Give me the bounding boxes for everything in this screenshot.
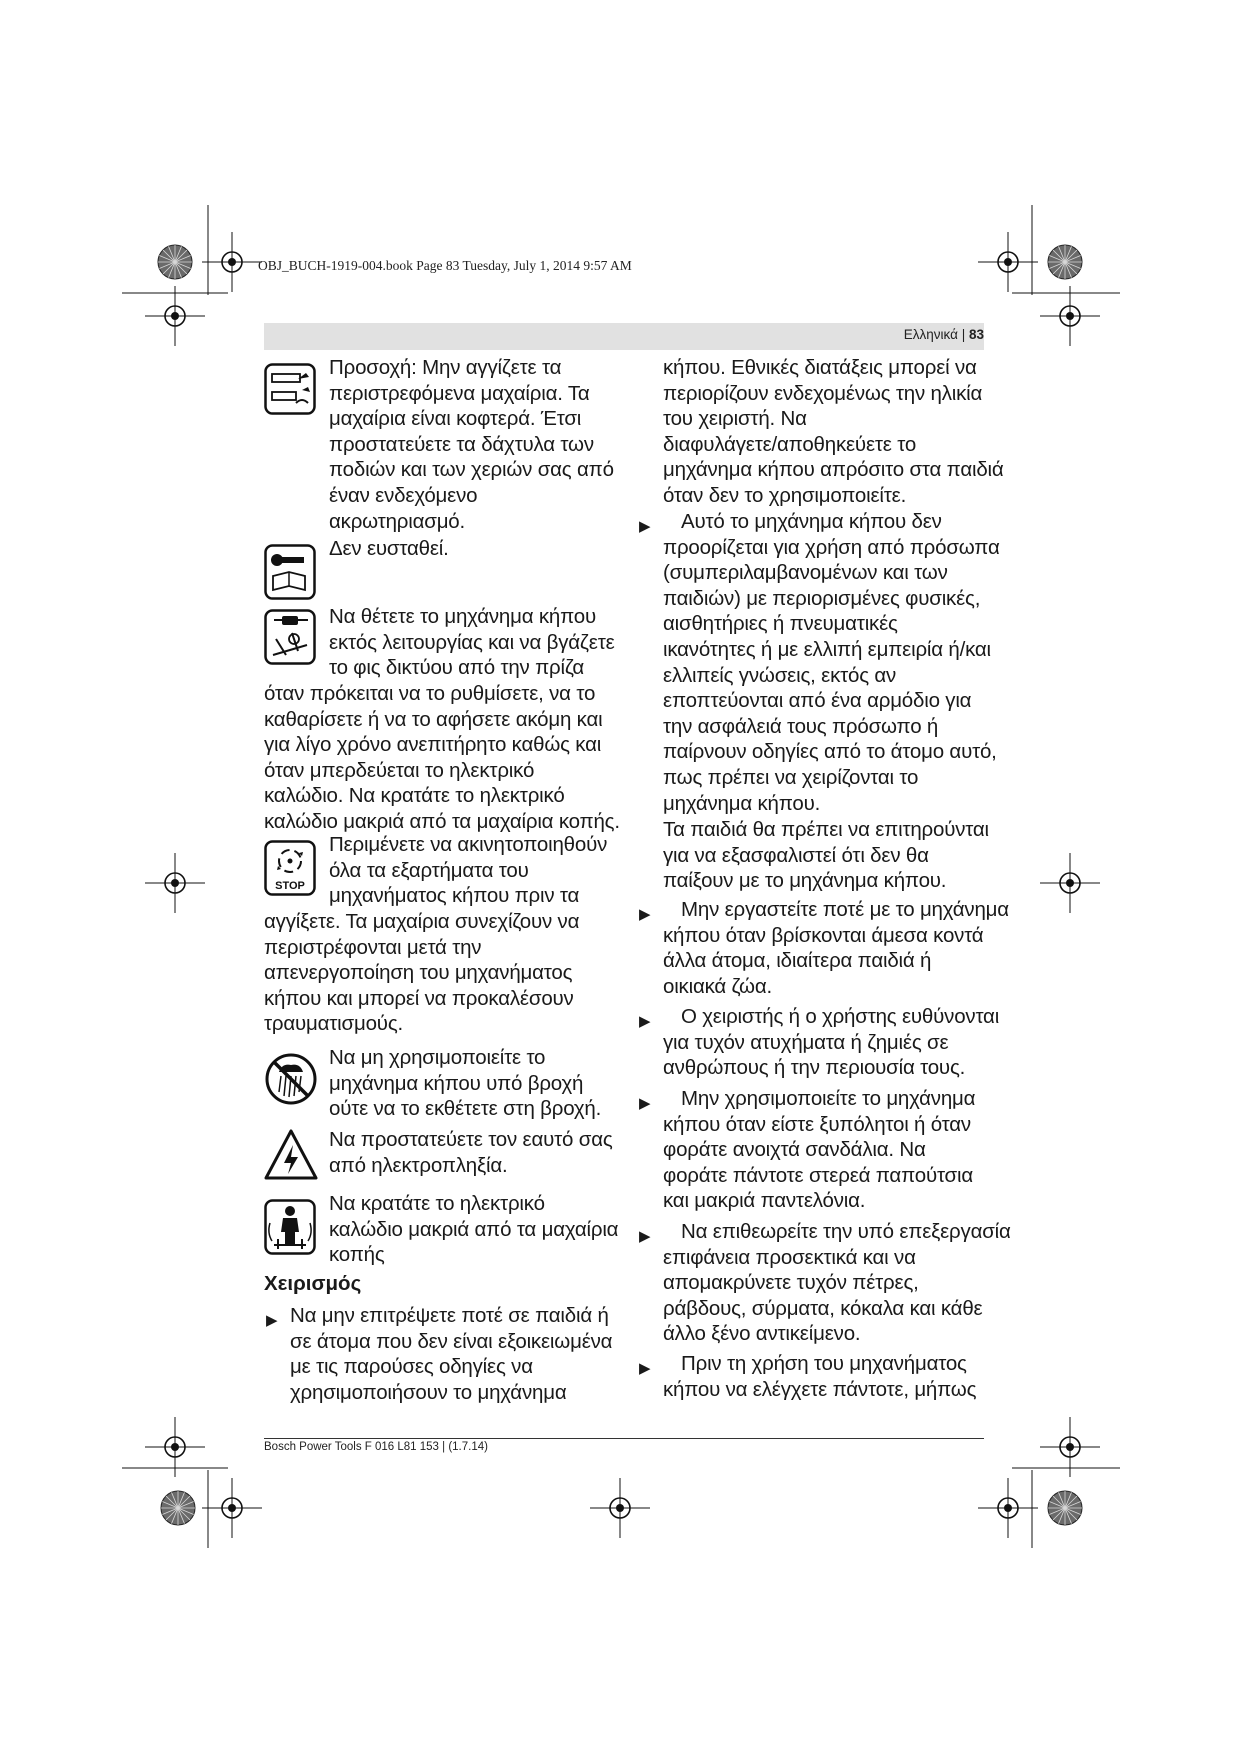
header-language: Ελληνικά [903,327,958,342]
bullet-icon: ▶ [639,1013,651,1030]
unplug-instruction-text: Να θέτετε το μηχάνημα κήπου εκτός λειτουργίας και να βγάζετε το φις δικτύου από την πρίζα [329,605,615,680]
unplug-instruction-continuation: όταν πρόκειται να το ρυθμίσετε, να το καθαρίσετε ή να το αφήσετε ακόμη και για λίγο χρόνο ανεπιτήρητο καθώς και όταν μπερδεύεται το ηλεκτρικό καλώδιο. Να κρατάτε το ηλεκτρικό καλώδιο μακριά από τα μαχαίρια κοπής. [264,682,620,833]
no-rain-icon [264,1052,318,1106]
header-separator: | [961,327,966,342]
not-applicable-text: Δεν ευσταθεί. [329,537,449,560]
blades-warning-text: Προσοχή: Μην αγγίζετε τα περιστρεφόμενα μαχαίρια. Τα μαχαίρια είναι κοφτερά. Έτσι προστατεύετε τα δάχτυλα των ποδιών και των χεριών σας από έναν ενδεχόμενο ακρωτηριασμό. [329,356,614,533]
bullet-icon: ▶ [266,1312,278,1329]
page-header [904,327,984,342]
print-slug-line: OBJ_BUCH-1919-004.book Page 83 Tuesday, July 1, 2014 9:57 AM [258,258,632,273]
operation-bullet-children: Να μην επιτρέψετε ποτέ σε παιδιά ή σε άτομα που δεν είναι εξοικειωμένα με τις παρούσες οδηγίες να χρησιμοποιήσουν το μηχάνημα [290,1304,613,1404]
bullet-icon: ▶ [639,1360,651,1377]
bullet-icon: ▶ [639,906,651,923]
footer-rule [264,1438,984,1439]
page-number: 83 [968,327,984,342]
unplug-before-adjusting-icon [264,609,316,665]
wait-instruction-continuation: αγγίξετε. Τα μαχαίρια συνεχίζουν να περιστρέφονται μετά την απενεργοποίηση του μηχανήματος κήπου και μπορεί να προκαλέσουν τραυματισμούς. [264,910,580,1036]
bullet-persons-text: Αυτό το μηχάνημα κήπου δεν προορίζεται για χρήση από πρόσωπα (συμπεριλαμβανομένων και των παιδιών) με περιορισμένες φυσικές, αισθητήριες ή πνευματικές ικανότητες ή με ελλιπή εμπειρία ή/και ελλιπείς γνώσεις, εκτός αν εποπτεύονται από ένα αρμόδιο για την ασφάλειά τους πρόσωπο ή παίρνουν οδηγίες από το άτομο αυτό, πως πρέπει να χειρίζονται το μηχάνημα κήπου. [663,510,1000,815]
electric-shock-warning-icon [264,1128,318,1182]
operation-heading: Χειρισμός [264,1272,362,1295]
bullet-footwear-text: Μην χρησιμοποιείτε το μηχάνημα κήπου όταν είστε ξυπόλητοι ή όταν φοράτε ανοιχτά σανδάλια. Να φοράτε πάντοτε στερεά παπούτσια και μακριά παντελόνια. [663,1087,976,1213]
bullet-responsible-text: Ο χειριστής ή ο χρήστης ευθύνονται για τυχόν ατυχήματα ή ζημιές σε ανθρώπους ή την περιουσία τους. [663,1005,1000,1080]
stop-label: STOP [275,880,305,892]
bullet-nearby-text: Μην εργαστείτε ποτέ με το μηχάνημα κήπου όταν βρίσκονται άμεσα κοντά άλλα άτομα, ιδιαίτερα παιδιά ή οικιακά ζώα. [663,898,1009,998]
children-supervise-text: Τα παιδιά θα πρέπει να επιτηρούνται για να εξασφαλιστεί ότι δεν θα παίξουν με το μηχάνημα κήπου. [663,818,989,893]
stop-wait-icon [264,840,316,896]
bullet-inspect-text: Να επιθεωρείτε την υπό επεξεργασία επιφάνεια προσεκτικά και να απομακρύνετε τυχόν πέτρες, ράβδους, σύρματα, κόκαλα και κάθε άλλο ξένο αντικείμενο. [663,1220,1011,1346]
bullet-icon: ▶ [639,518,651,535]
electric-instruction-text: Να προστατεύετε τον εαυτό σας από ηλεκτροπληξία. [329,1128,613,1177]
rotating-blades-warning-icon [264,363,316,415]
continuation-text: κήπου. Εθνικές διατάξεις μπορεί να περιορίζουν ενδεχομένως την ηλικία του χειριστή. Να διαφυλάγετε/αποθηκεύετε το μηχάνημα κήπου απρόσιτο στα παιδιά όταν δεν το χρησιμοποιείτε. [663,356,1004,507]
bullet-icon: ▶ [639,1095,651,1112]
wait-instruction-text: Περιμένετε να ακινητοποιηθούν όλα τα εξαρτήματα του μηχανήματος κήπου πριν τα [329,833,608,908]
keep-cable-away-icon [264,1199,316,1255]
read-manual-plug-icon [264,544,316,600]
cable-instruction-text: Να κρατάτε το ηλεκτρικό καλώδιο μακριά από τα μαχαίρια κοπής [329,1192,619,1267]
bullet-icon: ▶ [639,1228,651,1245]
footer-text: Bosch Power Tools F 016 L81 153 | (1.7.14) [264,1441,488,1453]
header-bar [264,323,984,350]
bullet-check-text: Πριν τη χρήση του μηχανήματος κήπου να ελέγχετε πάντοτε, μήπως [663,1352,977,1401]
rain-instruction-text: Να μη χρησιμοποιείτε το μηχάνημα κήπου υπό βροχή ούτε να το εκθέτετε στη βροχή. [329,1046,602,1121]
